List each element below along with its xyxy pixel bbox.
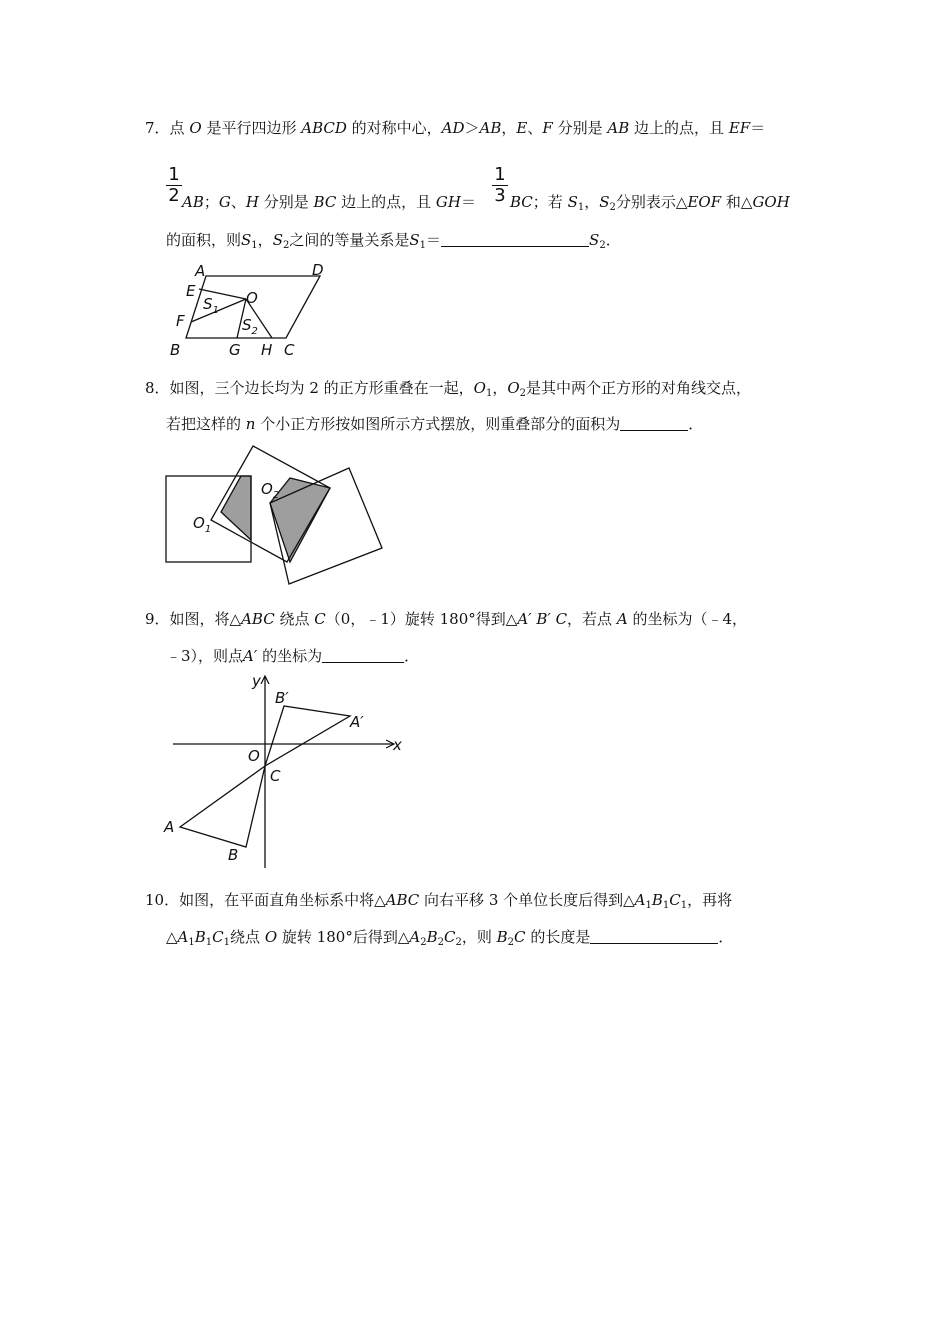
q10-var: C [514,928,526,946]
label-y: y [252,672,261,690]
label-A-prime: A′ [350,713,364,731]
label-E: E [186,282,196,300]
q7-text: ；若 [532,193,563,211]
q7-text: ； [203,193,219,211]
q9-text: 如图，将△ [169,610,242,628]
label-O: O [248,747,260,765]
q10-var: B [426,928,438,946]
q10-text: 旋转 180°后得到△ [281,928,410,946]
q7-fraction-half [166,166,182,205]
q8-text: 如图，三个边长均为 2 的正方形重叠在一起， [169,379,474,397]
q8-line1 [145,378,751,398]
q9-var: C [555,610,568,628]
q7-text: 的对称中心， [351,119,442,137]
q10-number: 10． [145,891,180,909]
q10-sub: 1 [680,900,688,911]
q10-var: C [443,928,456,946]
q9-number: 9． [145,610,170,628]
q8-text: ． [688,415,704,433]
q7-text: ＞ [464,119,480,137]
q7-line2b [510,192,790,212]
q7-text: 的面积，则 [166,231,242,249]
q8-var: n [245,415,256,433]
q7-text: 分别是 [263,193,309,211]
q10-line1 [145,890,732,910]
q7-sub: 1 [419,240,427,251]
q10-var: C [212,928,224,946]
q7-text: 和△ [725,193,753,211]
q7-number: 7． [145,119,170,137]
triangle-ApBpC [265,706,350,766]
q8-sub: 2 [519,388,527,399]
q7-text: 边上的点，且 [634,119,725,137]
q7-var: AB [182,193,204,211]
label-O: O [246,289,258,307]
label-F: F [176,312,185,330]
q10-line2 [166,927,733,947]
q9-text: ，若点 [567,610,613,628]
q7-text: ． [605,231,621,249]
q10-var: C [669,891,681,909]
q8-text: 是其中两个正方形的对角线交点， [526,379,752,397]
q10-sub: 1 [662,900,670,911]
q8-text: 若把这样的 [166,415,242,433]
q7-var: EOF [687,193,722,211]
q9-text: 的坐标为 [262,647,323,665]
q10-text: ，则 [461,928,492,946]
q10-sub: 2 [437,937,444,948]
q10-sub: 2 [455,937,462,948]
q8-squares-figure [160,440,390,590]
label-G: G [229,341,241,359]
q10-sub: 2 [420,937,427,948]
q7-var: S [241,231,252,249]
q10-text: ． [718,928,734,946]
q7-sub: 2 [599,240,606,251]
q9-text: ． [404,647,420,665]
q7-var: AD [441,119,465,137]
q7-var: EF [728,119,751,137]
q7-text: ＝ [460,193,476,211]
label-B-prime: B′ [275,689,289,707]
q8-text: 个小正方形按如图所示方式摆放，则重叠部分的面积为 [260,415,621,433]
q10-text: 绕点 [230,928,261,946]
q10-sub: 2 [507,937,515,948]
q8-sub: 1 [485,388,493,399]
q9-coordinate-figure [160,670,410,870]
q10-sub: 1 [645,900,652,911]
q10-var: B [194,928,206,946]
q9-answer-blank[interactable] [322,648,404,663]
q7-sub: 1 [577,202,585,213]
q7-text: ， [257,231,273,249]
label-S1: $S_1$ [203,295,219,316]
q10-var: ABC [385,891,420,909]
q7-sub: 2 [282,240,290,251]
label-H: H [261,341,273,359]
q7-var: S [599,193,610,211]
q10-var: A [409,928,421,946]
q7-var: ABCD [301,119,347,137]
q10-var: B [496,928,508,946]
q7-answer-blank[interactable] [441,232,589,247]
q10-sub: 1 [188,937,195,948]
q7-text: ， [501,119,517,137]
q10-var: O [264,928,278,946]
q7-var: BC [313,193,337,211]
fraction-numerator: 1 [494,164,506,185]
q8-var: O [473,379,486,397]
q9-text: 绕点 [279,610,310,628]
q7-text: ＝ [750,119,766,137]
label-O1: $O_1$ [193,514,212,535]
q7-text: 边上的点，且 [341,193,432,211]
fraction-numerator: 1 [168,164,180,185]
q7-var: AB [479,119,502,137]
q7-sub: 1 [251,240,258,251]
q9-text: （0，﹣1）旋转 180°得到△ [325,610,518,628]
q9-var: A′ [243,647,258,665]
q9-var: C [314,610,326,628]
q7-line2a [182,192,476,212]
q7-sub: 2 [609,202,616,213]
label-A: A [195,262,206,280]
label-S2: $S_2$ [242,316,258,337]
q8-var: O [507,379,520,397]
q9-var: B′ [536,610,551,628]
label-O2: $O_2$ [261,480,280,501]
q7-var: AB [607,119,630,137]
q7-var: H [245,193,259,211]
q7-var: S [589,231,600,249]
q7-var: GOH [752,193,790,211]
fraction-denominator: 2 [168,185,180,206]
q7-var: F [542,119,553,137]
q7-var: E [516,119,528,137]
q10-sub: 1 [223,937,231,948]
q7-var: G [218,193,231,211]
q7-text: 点 [169,119,185,137]
overlap-region-1 [221,476,251,540]
q10-text: 向右平移 3 个单位长度后得到△ [424,891,635,909]
triangle-ABC [180,766,265,847]
q8-line2 [166,414,703,434]
q7-var: S [272,231,283,249]
q9-line2 [166,646,419,666]
q7-var: S [409,231,420,249]
q10-var: A [634,891,646,909]
q9-line1 [145,609,747,629]
q10-var: B [651,891,663,909]
q9-var: A′ [517,610,532,628]
label-C: C [270,767,281,785]
label-D: D [312,261,324,279]
q9-text: 的坐标为（﹣4， [632,610,748,628]
q10-sub: 1 [205,937,213,948]
label-B: B [228,846,239,864]
q10-text: △ [166,928,178,946]
q7-text: 是平行四边形 [206,119,297,137]
label-C: C [284,341,295,359]
q7-text: 分别是 [557,119,603,137]
fraction-denominator: 3 [494,185,506,206]
label-x: x [393,736,402,754]
q7-line1 [145,118,765,138]
q7-text: ＝ [426,231,442,249]
label-B: B [170,341,181,359]
q10-text: 如图，在平面直角坐标系中将△ [179,891,386,909]
q10-text: 的长度是 [530,928,591,946]
q7-parallelogram-figure [160,262,340,362]
q7-text: 、 [527,119,543,137]
label-A: A [164,818,175,836]
q10-var: A [177,928,189,946]
q10-answer-blank[interactable] [590,929,718,944]
q7-var: S [567,193,578,211]
q8-text: ， [492,379,508,397]
q7-text: 之间的等量关系是 [289,231,410,249]
q10-text: ，再将 [687,891,733,909]
q9-var: A [616,610,628,628]
q7-var: GH [435,193,461,211]
q9-text: ﹣3），则点 [166,647,244,665]
q7-text: ， [584,193,600,211]
q7-var: O [189,119,202,137]
q9-var: ABC [241,610,275,628]
q7-line3 [166,230,621,250]
q7-text: 分别表示△ [615,193,688,211]
q8-answer-blank[interactable] [620,416,688,431]
q7-var: BC [510,193,533,211]
q8-number: 8． [145,379,170,397]
q7-fraction-third [492,166,508,205]
q7-text: 、 [230,193,246,211]
